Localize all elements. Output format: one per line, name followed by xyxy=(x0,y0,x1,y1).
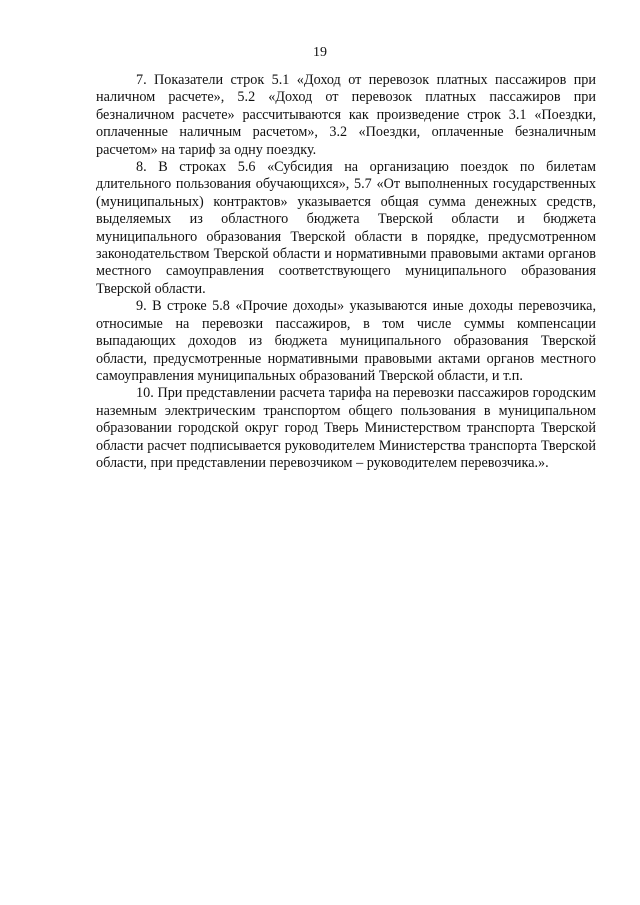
paragraph-8: 8. В строках 5.6 «Субсидия на организацию поездок по билетам длительного пользования обучающихся», 5.7 «От выполненных государственных (муниципальных) контрактов» указывается общая сумма денежных средств, выделяемых из областного бюджета Тверской области и бюджета муниципального образования Тверской области в порядке, предусмотренном законодательством Тверской области и нормативными правовыми актами органов местного самоуправления соответствующего муниципального образования Тверской области. xyxy=(96,159,596,297)
paragraph-7: 7. Показатели строк 5.1 «Доход от перевозок платных пассажиров при наличном расчете», 5.2 «Доход от перевозок платных пассажиров при безналичном расчете» рассчитываются как произведение строк 3.1 «Поездки, оплаченные наличным расчетом», 3.2 «Поездки, оплаченные безналичным расчетом» на тариф за одну поездку. xyxy=(96,72,596,158)
document-body xyxy=(96,72,596,472)
paragraph-9: 9. В строке 5.8 «Прочие доходы» указываются иные доходы перевозчика, относимые на перевозки пассажиров, в том числе суммы компенсации выпадающих доходов из бюджета муниципального образования Тверской области, предусмотренные нормативными правовыми актами органов местного самоуправления муниципальных образований Тверской области, и т.п. xyxy=(96,298,596,384)
page-number: 19 xyxy=(313,45,327,60)
paragraph-10: 10. При представлении расчета тарифа на перевозки пассажиров городским наземным электрическим транспортом общего пользования в муниципальном образовании городской округ город Тверь Министерством транспорта Тверской области расчет подписывается руководителем Министерства транспорта Тверской области, при представлении перевозчиком – руководителем перевозчика.». xyxy=(96,385,596,471)
